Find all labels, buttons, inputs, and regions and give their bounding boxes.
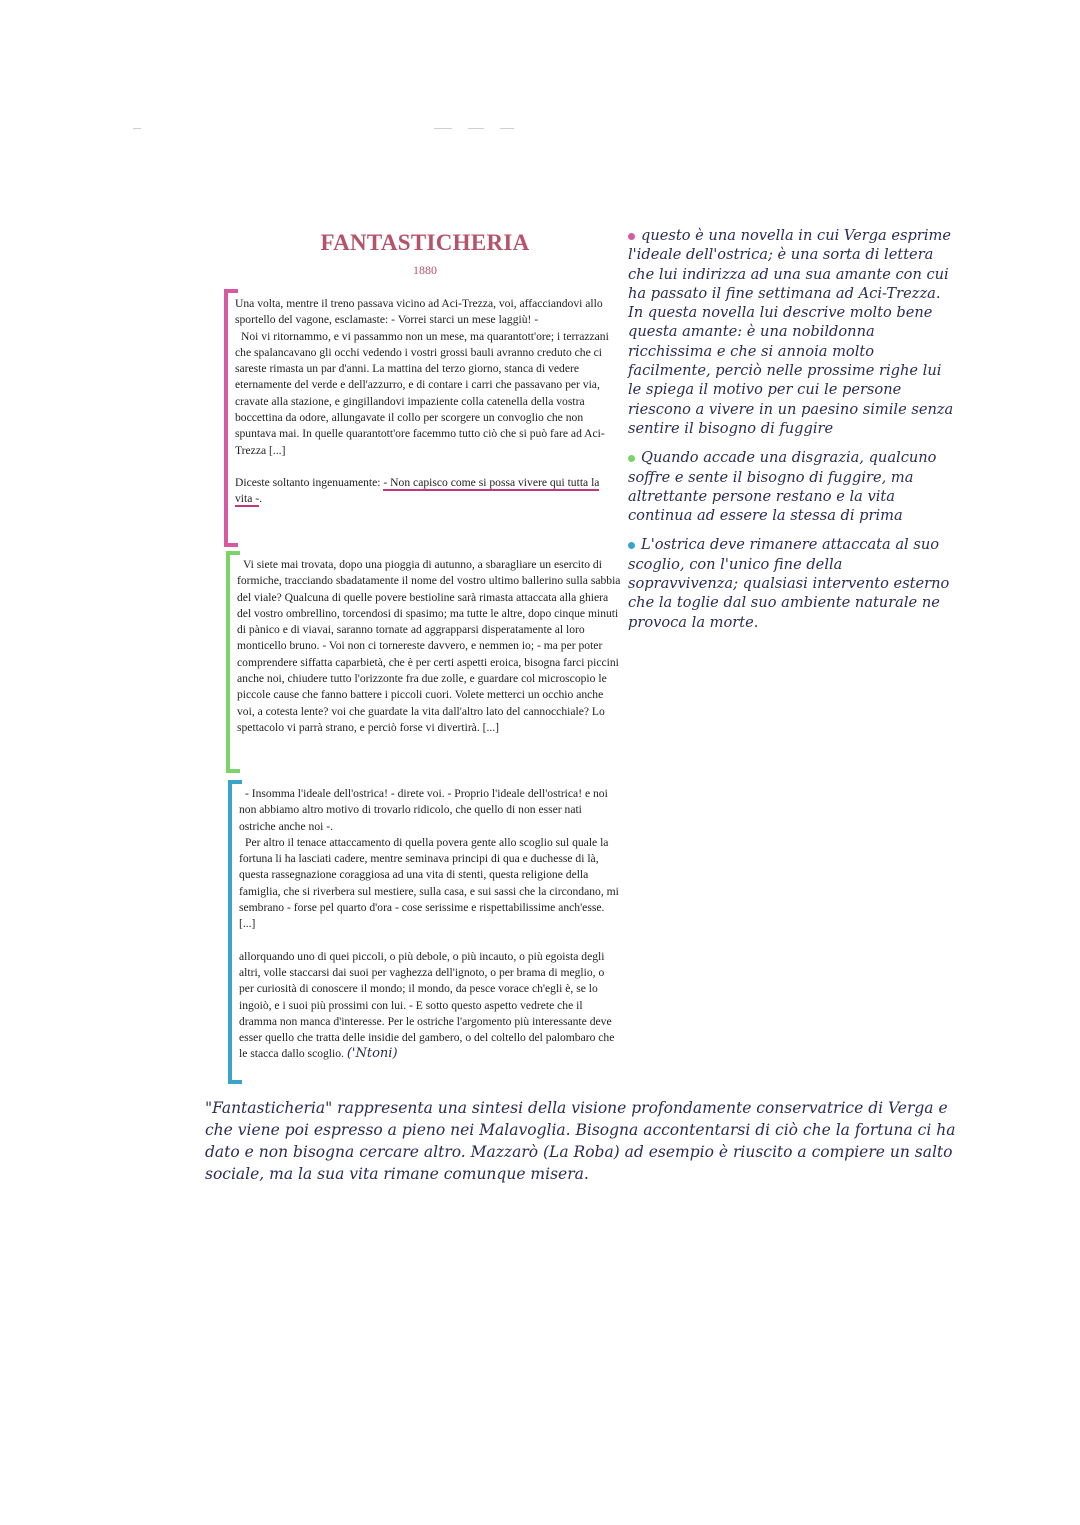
document-year: 1880: [413, 263, 437, 277]
note-3-text: L'ostrica deve rimanere attaccata al suo scoglio, con l'unico fine della sopravvivenza; qualsiasi intervento esterno che la toglie dal suo ambiente naturale ne provoca la morte.: [628, 536, 950, 631]
scan-artifact-dashes: [0, 128, 1080, 132]
document-title: FANTASTICHERIA: [320, 230, 530, 255]
green-bullet-icon: [628, 455, 635, 462]
note-1: [628, 226, 954, 438]
note-3: [628, 535, 954, 631]
section-1-paragraph-2: Noi vi ritornammo, e vi passammo non un mese, ma quarantott'ore; i terrazzani che spalancavano gli occhi vedendo i vostri grossi bauli avranno creduto che ci sareste rimasta un par d'anni. La mattina del terzo giorno, stanca di vedere eternamente del verde e dell'azzurro, e di contare i carri che passavano per via, cravate alla stazione, e gingillandovi impaziente colla catenella della vostra boccettina da odore, allungavate il collo per scorgere un convoglio che non spuntava mai. In quelle quarantott'ore facemmo tutto ciò che si può fare ad Aci-Trezza [...]: [235, 329, 609, 457]
note-2: [628, 448, 954, 525]
note-2-text: Quando accade una disgrazia, qualcuno soffre e sente il bisogno di fuggire, ma altrettante persone restano e la vita continua ad essere la stessa di prima: [628, 449, 937, 525]
section-3-paragraph-1: - Insomma l'ideale dell'ostrica! - direte voi. - Proprio l'ideale dell'ostrica! e noi non abbiamo altro motivo di trovarlo ridicolo, che quello di non esser nati ostriche anche noi -.: [239, 787, 608, 833]
section-1-paragraph-3: [235, 475, 615, 508]
pink-bracket: [224, 291, 228, 545]
blue-bullet-icon: [628, 542, 635, 549]
section-3-paragraph-3-text: allorquando uno di quei piccoli, o più debole, o più incauto, o più egoista degli altri, volle staccarsi dai suoi per vaghezza dell'ignoto, o per brama di meglio, o per curiosità di conoscere il mondo; il mondo, da pesce vorace ch'egli è, se lo ingoiò, e i suoi più prossimi con lui. - E sotto questo aspetto vedrete che il dramma non manca d'interesse. Per le ostriche l'argomento più interessante deve esser quello che tratta delle insidie del gambero, o del coltello del palombaro che le stacca dallo scoglio.: [239, 949, 615, 1061]
note-1-text: questo è una novella in cui Verga esprime l'ideale dell'ostrica; è una sorta di lettera che lui indirizza ad una sua amante con cui ha passato il fine settimana ad Aci-Trezza. In questa novella lui descrive molto bene questa amante: è una nobildonna ricchissima e che si annoia molto facilmente, perciò nelle prossime righe lui le spiega il motivo per cui le persone riescono a vivere in un paesino simile senza sentire il bisogno di fuggire: [628, 227, 954, 437]
section-2-paragraph-1: Vi siete mai trovata, dopo una pioggia di autunno, a sbaragliare un esercito di formiche, tracciando sbadatamente il nome del vostro ultimo ballerino sulla sabbia del viale? Qualcuna di quelle povere bestioline sarà rimasta attaccata alla ghiera del vostro ombrellino, torcendosi di spasimo; ma tutte le altre, dopo cinque minuti di pànico e di viavai, saranno tornate ad aggrapparsi disperatamente al loro monticello bruno. - Voi non ci tornereste davvero, e nemmen io; - ma per poter comprendere siffatta caparbietà, che è per certi aspetti eroica, bisogna farci piccini anche noi, chiudere tutto l'orizzonte fra due zolle, e guardare col microscopio le piccole cause che fanno battere i piccoli cuori. Volete metterci un occhio anche voi, a cotesta lente? voi che guardate la vita dall'altro lato del cannocchiale? Lo spettacolo vi parrà strano, e perciò forse vi divertirà. [...]: [237, 558, 621, 734]
handwritten-margin-notes: [628, 226, 954, 642]
section-3-paragraph-3: [239, 949, 619, 1063]
handwritten-summary: "Fantasticheria" rappresenta una sintesi della visione profondamente conservatrice di Verga e che viene poi espresso a pieno nei Malavoglia. Bisogna accontentarsi di ciò che la fortuna ci ha dato e non bisogna cercare altro. Mazzarò (La Roba) ad esempio è riuscito a compiere un salto sociale, ma la sua vita rimane comunque misera.: [205, 1099, 956, 1183]
section-2-text: [237, 557, 621, 736]
section-3-text: [239, 786, 619, 1063]
section-1-paragraph-1: Una volta, mentre il treno passava vicino ad Aci-Trezza, voi, affacciandovi allo sportello del vagone, esclamaste: - Vorrei starci un mese laggiù! -: [235, 297, 603, 327]
green-bracket: [226, 553, 230, 771]
section-3-paragraph-2: Per altro il tenace attaccamento di quella povera gente allo scoglio sul quale la fortuna li ha lasciati cadere, mentre seminava principi di qua e duchesse di là, questa rassegnazione coraggiosa ad una vita di stenti, questa religione della famiglia, che si riverbera sul mestiere, sulla casa, e sui sassi che la circondano, mi sembrano - forse pel quarto d'ora - cose serissime e rispettabilissime anch'esse. [...]: [239, 835, 619, 931]
underlined-quote: - Non capisco come si possa vivere qui tutta la vita -: [235, 475, 600, 506]
handwritten-ntoni-note: ('Ntoni): [346, 1046, 398, 1062]
pink-bullet-icon: [628, 233, 635, 240]
blue-bracket: [228, 782, 232, 1082]
section-1-text: [235, 296, 615, 508]
quote-lead-in: Diceste soltanto ingenuamente:: [235, 475, 384, 489]
quote-end: .: [259, 492, 263, 506]
